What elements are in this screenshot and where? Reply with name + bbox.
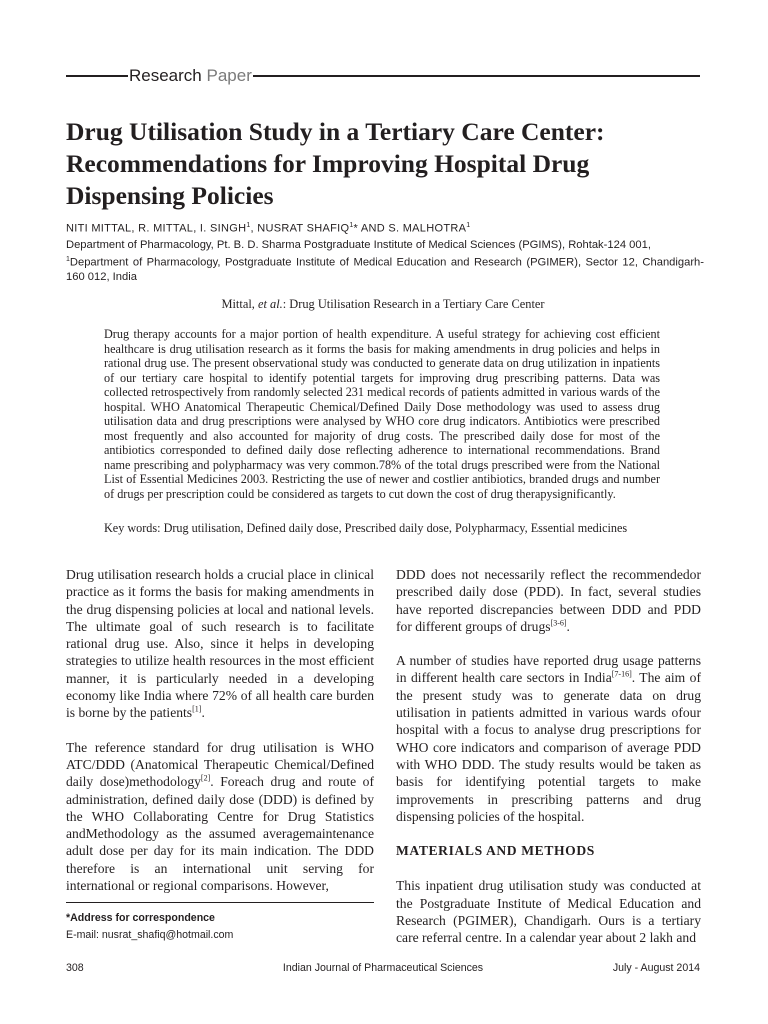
paragraph: Drug utilisation research holds a crucial place in clinical practice as it forms the basis for making amendments in the drug dispensing policies at local and national levels. The ultimate goal of such research is to facilitate rational drug use. Also, since it helps in developing strategies to utilize health resources in the most efficient manner, it is particularly needed in a developing economy like India where 72% of all health care burden is borne by the patients[1]. xyxy=(66,567,374,721)
section-label xyxy=(66,63,700,89)
affiliation-0: Department of Pharmacology, Pt. B. D. Sharma Postgraduate Institute of Medical Sciences (PGIMS), Rohtak-124 001, xyxy=(66,239,651,251)
issue-date: July - August 2014 xyxy=(612,962,700,974)
section-label-text: Research Paper xyxy=(129,66,252,85)
paragraph: The reference standard for drug utilisation is WHO ATC/DDD (Anatomical Therapeutic Chemical/Defined daily dose)methodology[2]. Foreach drug and route of administration, defined daily dose (DDD) is defined by the WHO Collaborating Centre for Drug Statistics andMethodology as the assumed averagemaintenance adult dose per day for its main indication. The DDD therefore is an international unit serving for international or regional comparisons. However, xyxy=(66,739,374,894)
paragraph: This inpatient drug utilisation study was conducted at the Postgraduate Institute of Medical Education and Research (PGIMER), Chandigarh. Ours is a tertiary care referral centre. In a calendar year about 2 lakh and xyxy=(396,878,701,946)
footnote-divider xyxy=(66,902,374,903)
page-number: 308 xyxy=(66,962,84,974)
author-list: NITI MITTAL, R. MITTAL, I. SINGH$^1$, NUSRAT SHAFIQ$^1$* AND S. MALHOTRA$^1$ xyxy=(66,222,471,235)
journal-name: Indian Journal of Pharmaceutical Sciences xyxy=(282,962,484,974)
citation-ref: [2] xyxy=(200,773,211,783)
citation-ref: [7-16] xyxy=(611,669,632,679)
paragraph: A number of studies have reported drug usage patterns in different health care sectors in India[7-16]. The aim of the present study was to generate data on drug utilisation in patients admitted in various wards ofour hospital with a focus to analyse drug prescriptions for WHO core indicators and comparison of average PDD with WHO DDD. The study results would be taken as basis for identifying potential targets to make improvements in prescribing patterns and drug dispensing policies of the hospital. xyxy=(396,653,701,824)
section-rule-right xyxy=(253,75,700,77)
paragraph: DDD does not necessarily reflect the recommendedor prescribed daily dose (PDD). In fact, several studies have reported discrepancies between DDD and PDD for different groups of drugs[3-6]. xyxy=(396,567,701,634)
body-column-left xyxy=(66,566,374,911)
running-head: Mittal, et al.: Drug Utilisation Research in a Tertiary Care Center xyxy=(221,297,545,311)
affiliation-1: Department of Pharmacology, Postgraduate Institute of Medical Education and Research (PGIMER), Sector 12, Chandigarh-160 012, India xyxy=(66,256,704,284)
body-column-right xyxy=(396,566,701,964)
correspondence-label: *Address for correspondence xyxy=(66,912,215,924)
keywords: Key words: Drug utilisation, Defined daily dose, Prescribed daily dose, Polypharmacy, Essential medicines xyxy=(104,521,628,535)
citation-ref: [1] xyxy=(192,704,202,714)
abstract: Drug therapy accounts for a major portion of health expenditure. A useful strategy for achieving cost efficient healthcare is drug utilisation research as it forms the basis for making amendments in drug policies and helps in rational drug use. The present observational study was conducted to generate data on drug utilization in inpatients of our tertiary care hospital to identify potential targets for improving drug prescribing patterns. Data was collected retrospectively from randomly selected 231 medical records of patients admitted in various wards of the hospital. WHO Anatomical Therapeutic Chemical/Defined Daily Dose methodology was used to assess drug utilisation data and drug prescriptions were analysed by WHO core drug indicators. Antibiotics were prescribed most frequently and also accounted for majority of drug costs. The prescribed daily dose for most of the antibiotics corresponded to defined daily dose reflecting adherence to international recommendations. Brand name prescribing and polypharmacy was very common.78% of the total drugs prescribed were from the National List of Essential Medicines 2003. Restricting the use of newer and costlier antibiotics, branded drugs and number of drugs per prescription could be considered as targets to cut down the cost of drug therapysignificantly. xyxy=(104,327,660,501)
section-heading-methods: MATERIALS AND METHODS xyxy=(396,843,595,859)
affiliations: Department of Pharmacology, Pt. B. D. Sharma Postgraduate Institute of Medical Sciences (PGIMS), Rohtak-124 001, $^1$Department of Pharmacology, Postgraduate Institute of Medical Education and Research (PGIMER), Sector 12, Chandigarh-160 012, India xyxy=(66,239,704,284)
article-title: Drug Utilisation Study in a Tertiary Care Center: Recommendations for Improving Hospital Drug Dispensing Policies xyxy=(66,117,605,210)
correspondence-email: E-mail: nusrat_shafiq@hotmail.com xyxy=(66,929,234,941)
citation-ref: [3-6] xyxy=(550,618,567,628)
section-rule-left xyxy=(66,75,128,77)
